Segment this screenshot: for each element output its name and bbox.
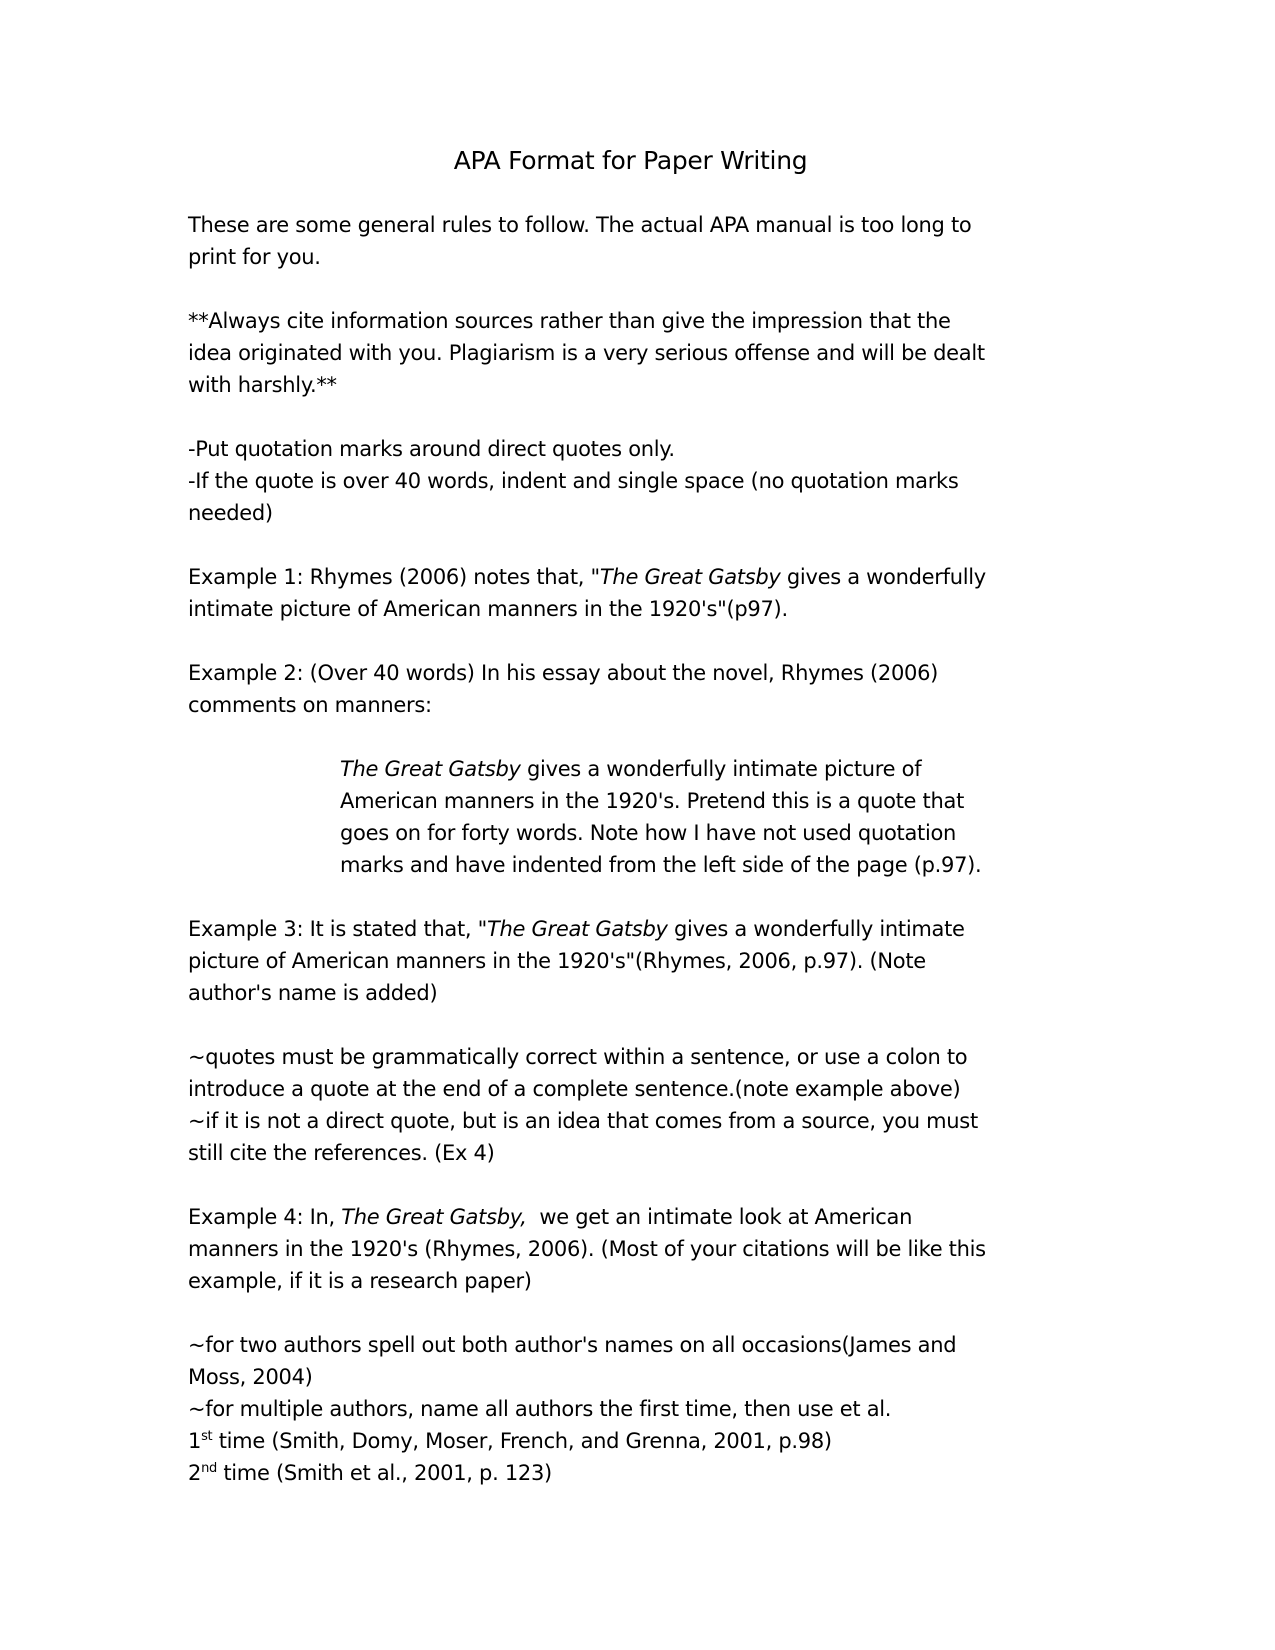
text-run: gives a wonderfully intimate picture of (527, 757, 922, 781)
text-run: ~for multiple authors, name all authors the first time, then use et al. (188, 1397, 892, 1421)
text-line (188, 689, 1073, 721)
text-run: These are some general rules to follow. The actual APA manual is too long to (188, 213, 972, 237)
text-line (188, 593, 1073, 625)
indented-quote (340, 753, 1073, 881)
text-run: manners in the 1920's (Rhymes, 2006). (Most of your citations will be like this (188, 1237, 986, 1261)
text-line (188, 1361, 1073, 1393)
text-run: gives a wonderfully (786, 565, 986, 589)
text-line (188, 369, 1073, 401)
text-run: with harshly.** (188, 373, 337, 397)
text-line (188, 1041, 1073, 1073)
text-run: marks and have indented from the left side of the page (p.97). (340, 853, 982, 877)
paragraph (188, 657, 1073, 721)
paragraph (188, 1041, 1073, 1169)
text-run: 2 (188, 1461, 202, 1485)
text-line (188, 913, 1073, 945)
text-line (188, 561, 1073, 593)
text-run: **Always cite information sources rather than give the impression that the (188, 309, 951, 333)
text-run: intimate picture of American manners in the 1920's"(p97). (188, 597, 788, 621)
text-line (188, 657, 1073, 689)
text-run: ~for two authors spell out both author's names on all occasions(James and (188, 1333, 957, 1357)
paragraph (188, 1329, 1073, 1489)
paragraph (188, 305, 1073, 401)
paragraph (188, 913, 1073, 1009)
text-run: American manners in the 1920's. Pretend this is a quote that (340, 789, 964, 813)
text-run: Example 3: It is stated that, " (188, 917, 488, 941)
text-run: The Great Gatsby (487, 917, 675, 941)
text-line (340, 785, 1073, 817)
paragraph (188, 561, 1073, 625)
text-run: Example 4: In, (188, 1205, 342, 1229)
text-line (188, 497, 1073, 529)
text-run: st (201, 1429, 213, 1444)
text-line (188, 337, 1073, 369)
text-run: Moss, 2004) (188, 1365, 313, 1389)
paragraph (188, 209, 1073, 273)
text-line (188, 1425, 1073, 1457)
document-body (188, 209, 1073, 1489)
text-line (188, 1233, 1073, 1265)
text-run: example, if it is a research paper) (188, 1269, 532, 1293)
paragraph (188, 1201, 1073, 1297)
text-run: introduce a quote at the end of a complete sentence.(note example above) (188, 1077, 961, 1101)
text-line (340, 817, 1073, 849)
text-run: -Put quotation marks around direct quotes only. (188, 437, 675, 461)
text-line (188, 1105, 1073, 1137)
text-line (188, 1073, 1073, 1105)
text-line (188, 1329, 1073, 1361)
text-line (188, 305, 1073, 337)
text-run: we get an intimate look at American (526, 1205, 913, 1229)
text-run: nd (201, 1461, 217, 1476)
text-run: ~if it is not a direct quote, but is an idea that comes from a source, you must (188, 1109, 978, 1133)
text-line (188, 977, 1073, 1009)
text-run: time (Smith et al., 2001, p. 123) (216, 1461, 552, 1485)
text-line (188, 465, 1073, 497)
document-title: APA Format for Paper Writing (453, 146, 808, 175)
text-run: still cite the references. (Ex 4) (188, 1141, 495, 1165)
text-run: Example 1: Rhymes (2006) notes that, " (188, 565, 600, 589)
text-run: The Great Gatsby (599, 565, 787, 589)
text-line (188, 1137, 1073, 1169)
text-run: needed) (188, 501, 273, 525)
text-run: time (Smith, Domy, Moser, French, and Grenna, 2001, p.98) (212, 1429, 832, 1453)
text-run: 1 (188, 1429, 202, 1453)
document-content (188, 145, 1073, 1489)
text-line (188, 945, 1073, 977)
text-line (188, 1265, 1073, 1297)
text-run: comments on manners: (188, 693, 432, 717)
text-run: picture of American manners in the 1920's"(Rhymes, 2006, p.97). (Note (188, 949, 926, 973)
text-line (188, 1457, 1073, 1489)
text-run: The Great Gatsby, (341, 1205, 527, 1229)
text-run: author's name is added) (188, 981, 438, 1005)
text-run: ~quotes must be grammatically correct within a sentence, or use a colon to (188, 1045, 968, 1069)
text-line (340, 753, 1073, 785)
text-run: print for you. (188, 245, 321, 269)
text-line (188, 1393, 1073, 1425)
text-line (340, 849, 1073, 881)
text-line (188, 209, 1073, 241)
text-line (188, 241, 1073, 273)
text-run: The Great Gatsby (340, 757, 527, 781)
text-line (188, 433, 1073, 465)
text-run: idea originated with you. Plagiarism is a very serious offense and will be dealt (188, 341, 985, 365)
paragraph (188, 433, 1073, 529)
text-run: -If the quote is over 40 words, indent and single space (no quotation marks (188, 469, 959, 493)
text-run: gives a wonderfully intimate (674, 917, 965, 941)
text-line (188, 1201, 1073, 1233)
text-run: Example 2: (Over 40 words) In his essay about the novel, Rhymes (2006) (188, 661, 939, 685)
text-run: goes on for forty words. Note how I have not used quotation (340, 821, 957, 845)
